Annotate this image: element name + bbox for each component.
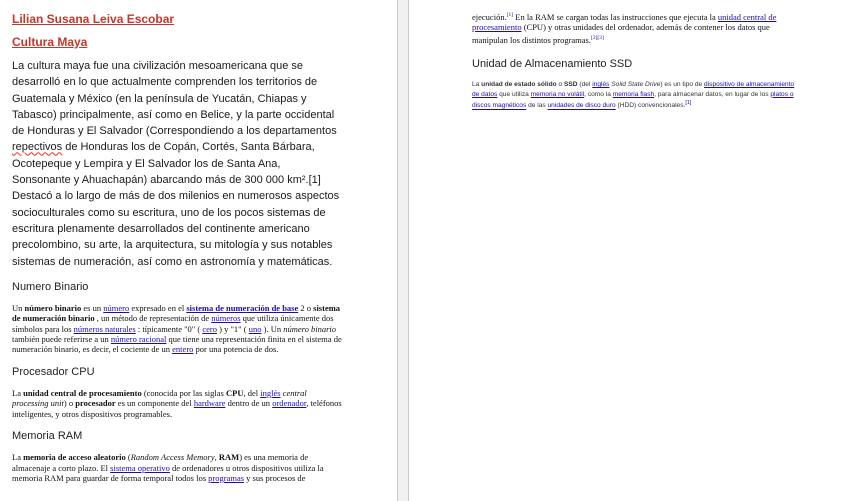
text: también puede referirse a un (12, 334, 111, 345)
cpu-paragraph (12, 388, 342, 419)
term-bold: CPU (225, 387, 244, 398)
heading-ram: Memoria RAM (12, 430, 83, 443)
term-bold: memoria de acceso aleatorio (23, 452, 126, 463)
heading-binario: Numero Binario (12, 280, 89, 293)
text: (CPU) y otras unidades del ordenador, además de contener los datos que manipulan los distintos programas. (472, 22, 770, 45)
link-entero[interactable]: entero (172, 344, 194, 355)
text: En la RAM se cargan todas las instrucciones que ejecuta la (513, 11, 718, 22)
text: ). Un (261, 323, 284, 334)
text: dentro de un (225, 398, 273, 409)
term-bold: RAM (218, 452, 240, 463)
maya-text-2: de Honduras los de Copán, Cortés, Santa Bárbara, Ocotepeque y Lempira y El Salvador los de Santa Ana, Sonsonante y Ahuachapán) abarcando más de 300 000 km².[1] Destacó a lo largo de más de dos milenios en numerosos aspectos socioculturales como su escritura, uno de los pocos sistemas de escritura plenamente desarrollados del continente americano precolombino, su arte, la arquitectura, su mitología y sus notables sistemas de numeración, así como en astronomía y matemáticas. (12, 141, 340, 268)
text: , un método de representación de (94, 313, 212, 324)
right-column (472, 10, 802, 111)
left-column (12, 12, 342, 501)
link-unidad-central[interactable]: unidad central de procesamiento (472, 11, 777, 33)
text: (del (577, 80, 593, 88)
text: ejecución. (472, 11, 507, 22)
text: , (214, 452, 219, 463)
text: de las (526, 102, 548, 110)
term-bold: número binario (24, 302, 82, 313)
text: por una potencia de dos. (193, 344, 279, 355)
term-italic: número binario (283, 323, 337, 334)
link-ordenador[interactable]: ordenador (272, 398, 307, 409)
link-dispositivo-almacenamiento[interactable]: dispositivo de almacenamiento de datos (472, 80, 795, 98)
link-sistema-numeracion[interactable]: sistema de numeración de base (186, 302, 299, 313)
text: La (12, 452, 24, 463)
text: La (472, 80, 482, 88)
text: que utiliza (497, 90, 531, 98)
text: : típicamente "0" ( (135, 323, 203, 334)
text: , para almacenar datos, en lugar de los (654, 90, 771, 98)
author-name: Lilian Susana Leiva Escobar (12, 12, 175, 26)
term-italic: Solid State Drive (609, 80, 661, 88)
text: , teléfonos inteligentes, y otros dispositivos programables. (12, 398, 342, 419)
misspelled-word[interactable]: repectivos (12, 141, 63, 154)
text: o (556, 80, 564, 88)
footnote-ref[interactable]: [1] (506, 12, 514, 18)
link-memoria-flash[interactable]: memoria flash (612, 90, 655, 98)
term-bold: SSD (563, 80, 578, 88)
link-numero-racional[interactable]: número racional (110, 334, 167, 345)
term-italic: Random Access Memory (130, 452, 215, 463)
text: expresado en el (129, 302, 187, 313)
link-ingles[interactable]: inglés (592, 80, 610, 88)
link-uno[interactable]: uno (248, 323, 262, 334)
maya-text-1: La cultura maya fue una civilización mesoamericana que se desarrolló en lo que actualmente comprenden los territorios de Guatemala y México (en la península de Yucatán, Chiapas y Tabasco) principalmente, así como en Belice, y la parte occidental de Honduras y El Salvador (Correspondiendo a los departamentos (12, 60, 337, 138)
document-title: Cultura Maya (12, 35, 88, 49)
ram-continued-paragraph (472, 10, 802, 45)
text: y sus procesos de (244, 472, 306, 483)
text: ) y "1" ( (217, 323, 249, 334)
link-unidades-disco-duro[interactable]: unidades de disco duro (547, 102, 616, 110)
link-numeros[interactable]: números (211, 313, 241, 324)
text: (conocida por las siglas (141, 387, 226, 398)
maya-paragraph (12, 58, 342, 270)
footnote-ref[interactable]: [2][3] (591, 34, 604, 41)
link-sistema-operativo[interactable]: sistema operativo (110, 462, 170, 473)
heading-cpu: Procesador CPU (12, 365, 95, 378)
link-memoria-no-volatil[interactable]: memoria no volátil (530, 90, 585, 98)
ram-paragraph (12, 452, 342, 483)
text: es un componente del (115, 398, 194, 409)
link-numeros-naturales[interactable]: números naturales (73, 323, 136, 334)
text: 2 o (298, 302, 314, 313)
link-programas[interactable]: programas (208, 472, 245, 483)
page-gutter (397, 0, 409, 501)
binario-paragraph (12, 303, 342, 355)
link-ingles[interactable]: inglés (260, 387, 281, 398)
ssd-paragraph (472, 80, 802, 112)
text: ) es una memoria de almacenaje a corto plazo. El (12, 452, 309, 473)
link-numero[interactable]: número (103, 302, 130, 313)
text: que tiene una representación finita en el sistema de numeración binario, es decir, el cociente de un (12, 334, 342, 355)
text: ( (125, 452, 131, 463)
text: ) es un tipo de (660, 80, 705, 88)
text: La (12, 387, 24, 398)
text: de ordenadores u otros dispositivos utiliza la memoria RAM para guardar de forma temporal todos los (12, 462, 324, 483)
text: es un (81, 302, 104, 313)
term-bold: unidad central de procesamiento (23, 387, 142, 398)
link-cero[interactable]: cero (202, 323, 217, 334)
text: Un (12, 302, 25, 313)
term-bold: unidad de estado sólido (481, 80, 557, 88)
page-left (0, 0, 397, 501)
heading-ssd: Unidad de Almacenamiento SSD (472, 57, 633, 70)
term-bold: sistema de numeración binario (12, 302, 341, 324)
term-italic: central processing unit (12, 387, 307, 409)
text: (HDD) convencionales. (615, 102, 686, 110)
text: , del (243, 387, 261, 398)
term-bold: procesador (75, 398, 116, 409)
text: que utiliza únicamente dos símbolos para los (12, 313, 334, 334)
footnote-ref[interactable]: [1] (685, 100, 692, 107)
link-platos-discos[interactable]: platos o discos magnéticos (472, 90, 794, 110)
link-hardware[interactable]: hardware (193, 398, 226, 409)
text: ) o (63, 398, 76, 409)
page-right (409, 0, 847, 501)
text: , como la (584, 90, 613, 98)
